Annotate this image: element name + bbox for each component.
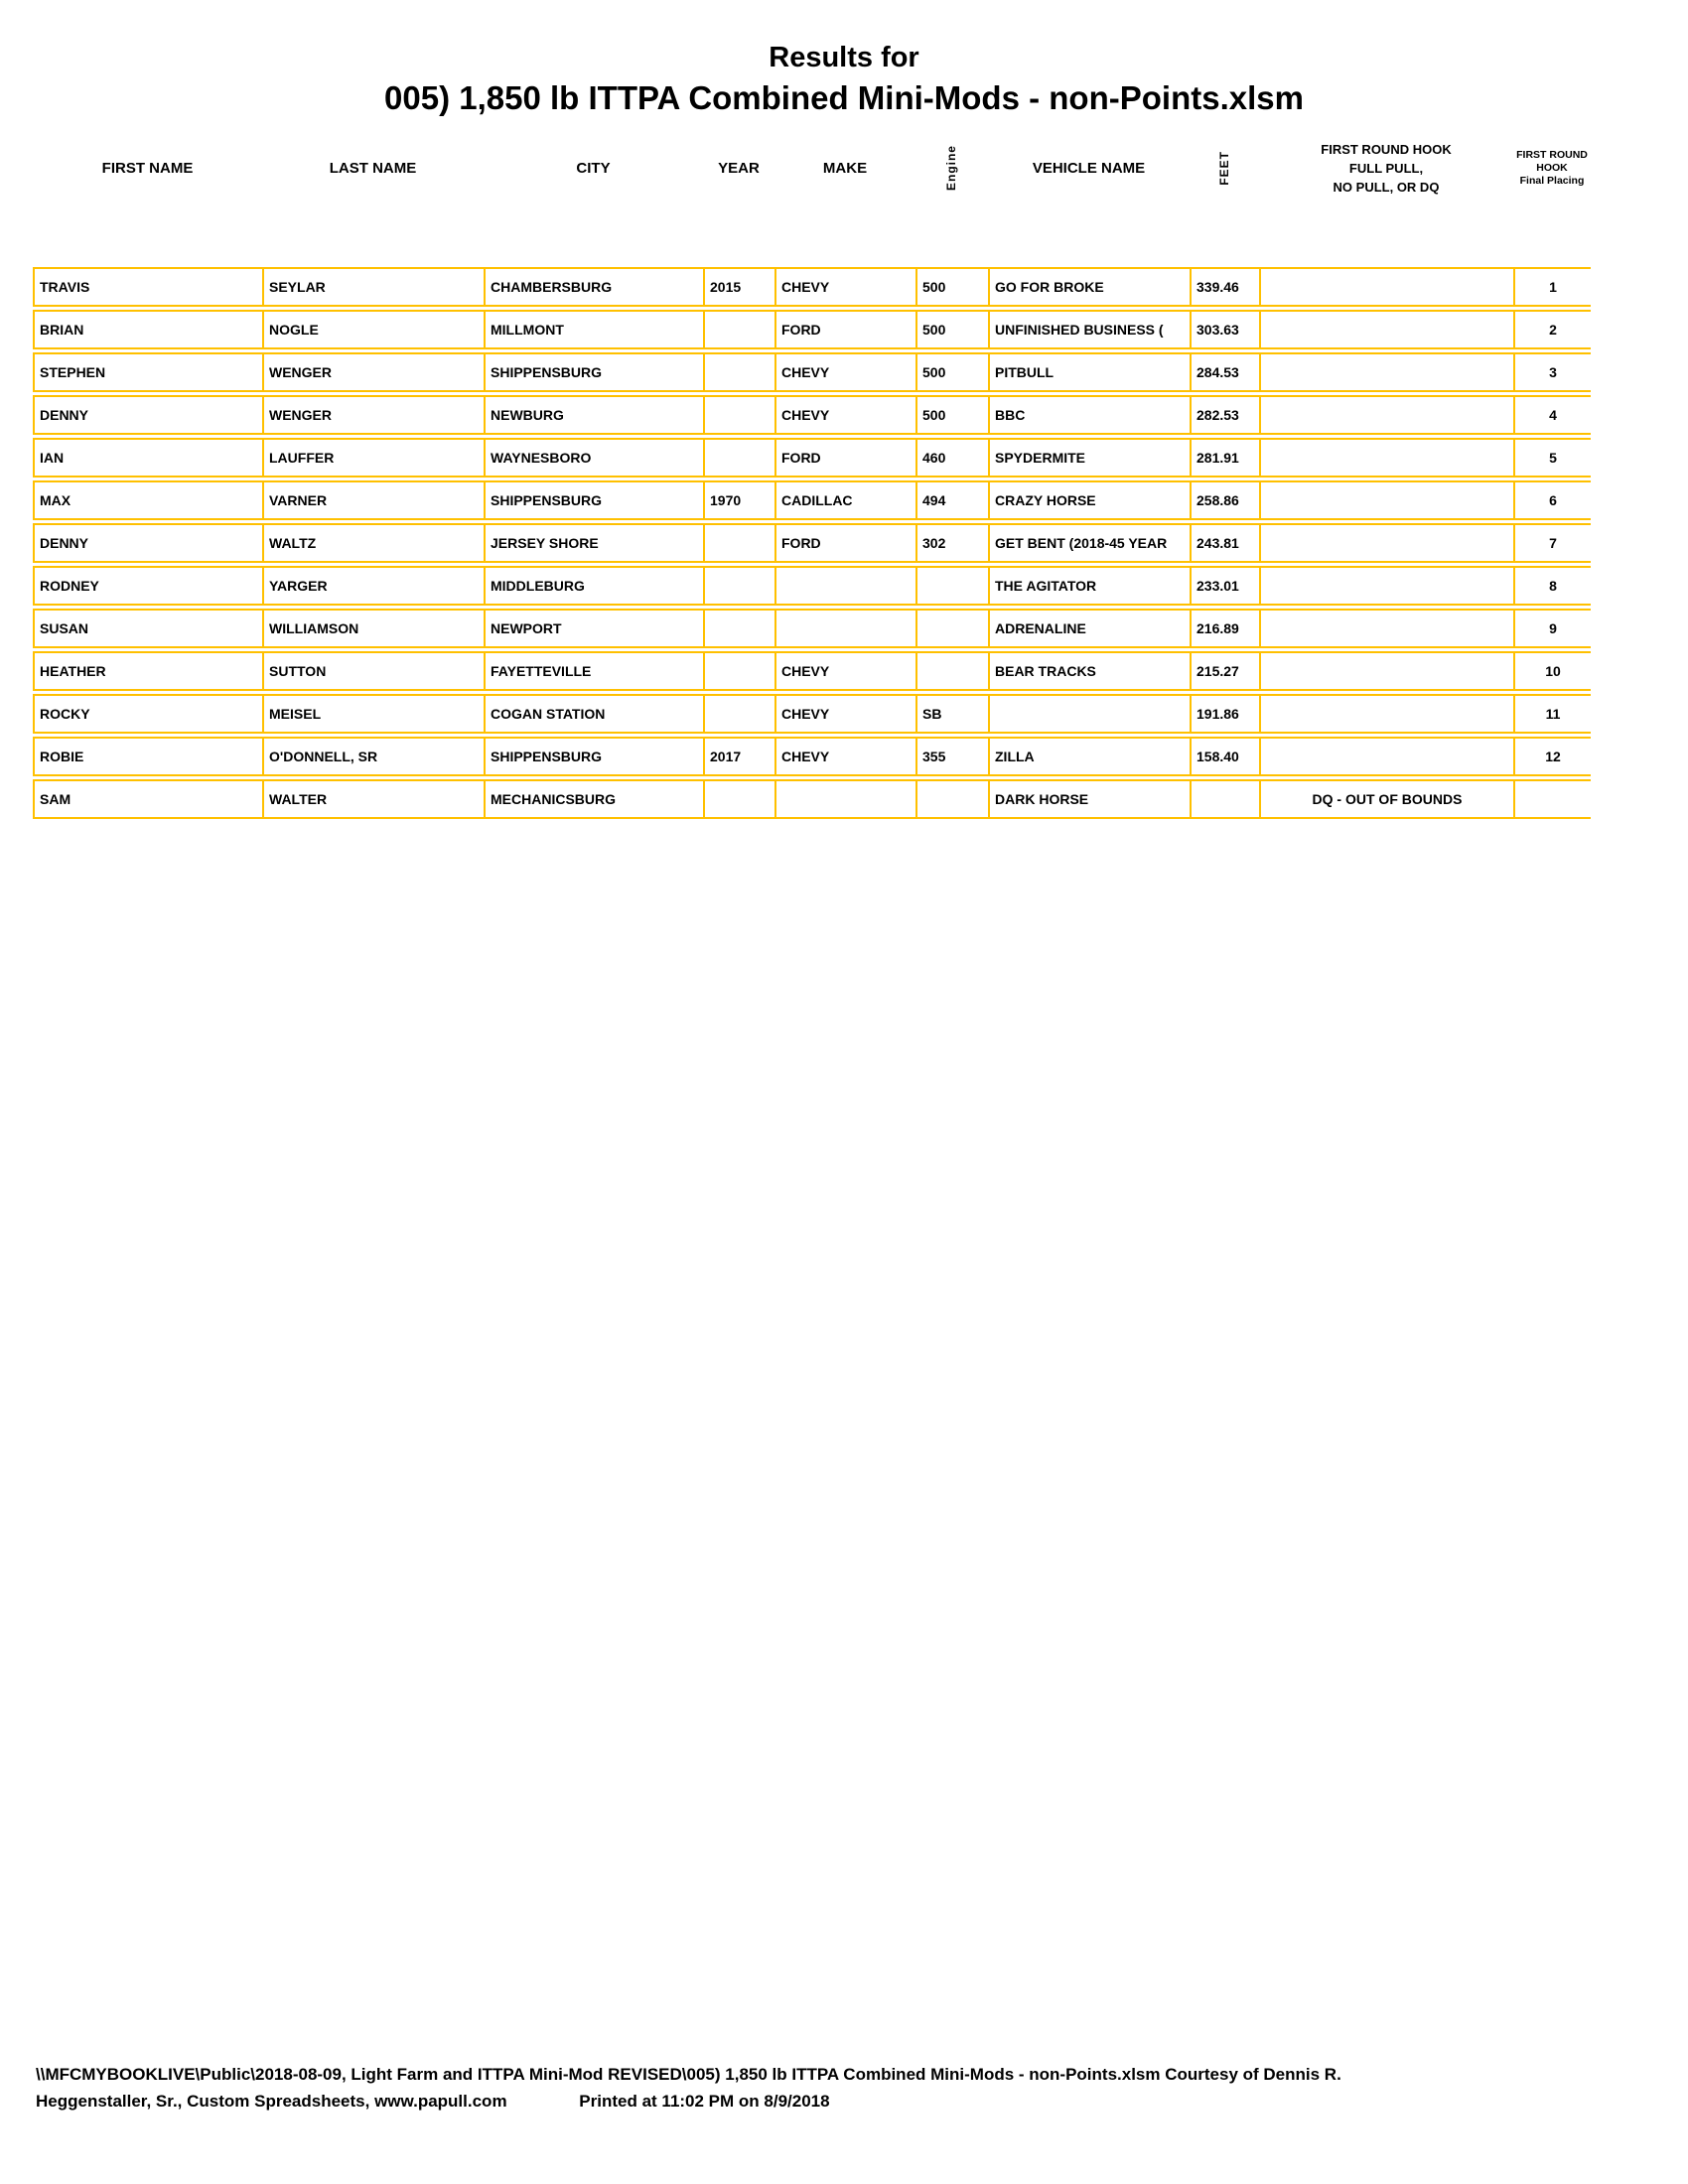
cell-hook-result [1259,438,1513,478]
cell-vehicle-name [988,694,1190,734]
cell-engine [915,779,988,819]
cell-placing: 9 [1513,609,1591,648]
placing-header-line2: HOOK [1536,161,1568,174]
cell-hook-result [1259,609,1513,648]
cell-feet: 284.53 [1190,352,1259,392]
cell-vehicle-name: DARK HORSE [988,779,1190,819]
cell-last-name: MEISEL [262,694,484,734]
cell-engine [915,651,988,691]
cell-feet: 282.53 [1190,395,1259,435]
cell-make [774,779,915,819]
table-row [33,523,1591,563]
cell-city: MILLMONT [484,310,703,349]
cell-last-name: LAUFFER [262,438,484,478]
cell-vehicle-name: ADRENALINE [988,609,1190,648]
column-header-make: MAKE [822,159,868,177]
table-row [33,267,1591,307]
cell-hook-result [1259,694,1513,734]
cell-hook-result: DQ - OUT OF BOUNDS [1259,779,1513,819]
footer-credit: Heggenstaller, Sr., Custom Spreadsheets, www.papull.com [36,2092,507,2111]
cell-make: CHEVY [774,651,915,691]
cell-year [703,523,774,563]
cell-first-name: DENNY [33,395,262,435]
cell-make: CADILLAC [774,480,915,520]
cell-last-name: NOGLE [262,310,484,349]
cell-placing: 12 [1513,737,1591,776]
cell-placing: 2 [1513,310,1591,349]
cell-city: NEWPORT [484,609,703,648]
footer-printed-timestamp: Printed at 11:02 PM on 8/9/2018 [579,2092,830,2111]
cell-make: CHEVY [774,737,915,776]
cell-vehicle-name: GO FOR BROKE [988,267,1190,307]
cell-last-name: WALTZ [262,523,484,563]
cell-feet: 281.91 [1190,438,1259,478]
cell-first-name: SAM [33,779,262,819]
cell-first-name: ROBIE [33,737,262,776]
cell-last-name: WENGER [262,352,484,392]
cell-hook-result [1259,523,1513,563]
cell-placing: 7 [1513,523,1591,563]
cell-hook-result [1259,651,1513,691]
cell-first-name: STEPHEN [33,352,262,392]
cell-city: COGAN STATION [484,694,703,734]
cell-feet: 258.86 [1190,480,1259,520]
cell-last-name: SEYLAR [262,267,484,307]
cell-placing: 4 [1513,395,1591,435]
cell-last-name: YARGER [262,566,484,606]
cell-year [703,395,774,435]
cell-feet: 158.40 [1190,737,1259,776]
cell-engine: 500 [915,395,988,435]
cell-year [703,566,774,606]
cell-year [703,779,774,819]
table-row [33,737,1591,776]
page-title: Results for [769,42,919,73]
cell-engine: 355 [915,737,988,776]
footer-second-line [36,2088,1644,2115]
cell-engine: 302 [915,523,988,563]
cell-vehicle-name: UNFINISHED BUSINESS ( [988,310,1190,349]
cell-placing: 10 [1513,651,1591,691]
cell-year [703,310,774,349]
cell-hook-result [1259,395,1513,435]
cell-hook-result [1259,310,1513,349]
cell-make: CHEVY [774,352,915,392]
cell-make: FORD [774,310,915,349]
cell-feet: 216.89 [1190,609,1259,648]
footer-path-line: \\MFCMYBOOKLIVE\Public\2018-08-09, Light Farm and ITTPA Mini-Mod REVISED\005) 1,850 lb ITTPA Combined Mini-Mods - non-Points.xlsm Courtesy of Dennis R. [36,2065,1341,2084]
placing-header-line1: FIRST ROUND [1516,148,1588,161]
cell-year [703,609,774,648]
cell-engine [915,566,988,606]
cell-last-name: WENGER [262,395,484,435]
table-row [33,438,1591,478]
cell-first-name: ROCKY [33,694,262,734]
cell-placing: 1 [1513,267,1591,307]
cell-engine: 460 [915,438,988,478]
column-header-first-round-hook [1259,137,1513,199]
cell-vehicle-name: SPYDERMITE [988,438,1190,478]
cell-feet: 339.46 [1190,267,1259,307]
cell-vehicle-name: PITBULL [988,352,1190,392]
cell-first-name: TRAVIS [33,267,262,307]
cell-make: FORD [774,438,915,478]
cell-feet: 191.86 [1190,694,1259,734]
results-table [33,264,1591,822]
table-row [33,352,1591,392]
cell-last-name: WALTER [262,779,484,819]
cell-first-name: SUSAN [33,609,262,648]
cell-last-name: VARNER [262,480,484,520]
column-header-first-name: FIRST NAME [101,159,194,177]
cell-engine: 500 [915,352,988,392]
cell-engine: SB [915,694,988,734]
cell-make: CHEVY [774,395,915,435]
table-row [33,480,1591,520]
results-table-body [33,267,1591,819]
cell-make [774,609,915,648]
cell-engine: 500 [915,310,988,349]
cell-placing: 5 [1513,438,1591,478]
cell-vehicle-name: BEAR TRACKS [988,651,1190,691]
cell-year [703,438,774,478]
column-header-last-name: LAST NAME [329,159,417,177]
column-header-city: CITY [576,159,611,177]
cell-city: FAYETTEVILLE [484,651,703,691]
cell-city: WAYNESBORO [484,438,703,478]
cell-year [703,651,774,691]
cell-city: MIDDLEBURG [484,566,703,606]
cell-engine: 494 [915,480,988,520]
cell-year: 2015 [703,267,774,307]
cell-hook-result [1259,480,1513,520]
cell-placing: 8 [1513,566,1591,606]
cell-engine: 500 [915,267,988,307]
cell-vehicle-name: THE AGITATOR [988,566,1190,606]
cell-feet: 303.63 [1190,310,1259,349]
cell-city: JERSEY SHORE [484,523,703,563]
cell-feet: 233.01 [1190,566,1259,606]
cell-placing [1513,779,1591,819]
cell-feet: 215.27 [1190,651,1259,691]
cell-first-name: BRIAN [33,310,262,349]
hook-header-line1: FIRST ROUND HOOK [1321,141,1452,157]
cell-hook-result [1259,737,1513,776]
table-row [33,395,1591,435]
cell-placing: 6 [1513,480,1591,520]
cell-make: CHEVY [774,267,915,307]
table-row [33,310,1591,349]
engine-vertical-label: Engine [944,144,958,191]
cell-first-name: DENNY [33,523,262,563]
cell-vehicle-name: BBC [988,395,1190,435]
table-header-row [33,137,1591,199]
table-row [33,779,1591,819]
column-header-final-placing [1513,137,1591,199]
cell-year: 1970 [703,480,774,520]
feet-vertical-label: FEET [1216,150,1231,186]
cell-first-name: RODNEY [33,566,262,606]
column-header-year: YEAR [718,159,760,177]
hook-header-line3: NO PULL, OR DQ [1333,179,1440,195]
cell-vehicle-name: GET BENT (2018-45 YEAR [988,523,1190,563]
cell-first-name: IAN [33,438,262,478]
column-header-feet [1190,137,1259,199]
table-row [33,609,1591,648]
cell-make: FORD [774,523,915,563]
page-subtitle: 005) 1,850 lb ITTPA Combined Mini-Mods - non-Points.xlsm [384,79,1304,116]
column-header-engine [915,137,988,199]
cell-last-name: O'DONNELL, SR [262,737,484,776]
cell-vehicle-name: ZILLA [988,737,1190,776]
table-row [33,566,1591,606]
cell-make: CHEVY [774,694,915,734]
cell-hook-result [1259,566,1513,606]
cell-placing: 11 [1513,694,1591,734]
cell-feet [1190,779,1259,819]
cell-year [703,694,774,734]
cell-make [774,566,915,606]
cell-placing: 3 [1513,352,1591,392]
cell-year [703,352,774,392]
cell-city: SHIPPENSBURG [484,480,703,520]
cell-engine [915,609,988,648]
placing-header-line3: Final Placing [1519,174,1585,187]
hook-header-line2: FULL PULL, [1348,160,1424,176]
column-header-vehicle-name: VEHICLE NAME [1032,159,1146,177]
cell-vehicle-name: CRAZY HORSE [988,480,1190,520]
cell-city: CHAMBERSBURG [484,267,703,307]
cell-feet: 243.81 [1190,523,1259,563]
cell-year: 2017 [703,737,774,776]
cell-hook-result [1259,352,1513,392]
cell-last-name: SUTTON [262,651,484,691]
cell-first-name: MAX [33,480,262,520]
cell-city: NEWBURG [484,395,703,435]
cell-city: MECHANICSBURG [484,779,703,819]
cell-last-name: WILLIAMSON [262,609,484,648]
cell-city: SHIPPENSBURG [484,737,703,776]
cell-city: SHIPPENSBURG [484,352,703,392]
page-footer [36,2061,1644,2115]
table-row [33,651,1591,691]
table-row [33,694,1591,734]
cell-first-name: HEATHER [33,651,262,691]
cell-hook-result [1259,267,1513,307]
